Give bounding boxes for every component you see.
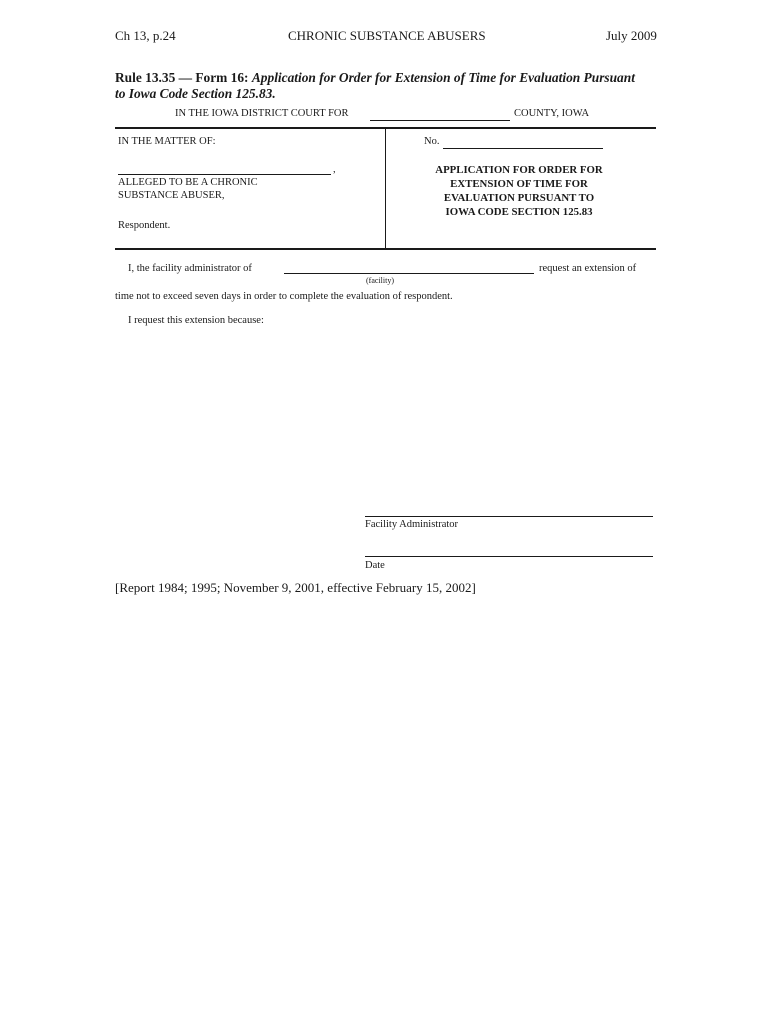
para1-start: I, the facility administrator of <box>128 263 252 274</box>
alleged-line1: ALLEGED TO BE A CHRONIC <box>118 177 258 188</box>
date-label: Date <box>365 560 385 571</box>
respondent-name-line <box>118 174 331 175</box>
matter-label: IN THE MATTER OF: <box>118 136 216 147</box>
admin-signature-label: Facility Administrator <box>365 519 459 530</box>
document-title-line: IOWA CODE SECTION 125.83 <box>445 206 593 218</box>
para1-end: request an extension of <box>539 263 637 274</box>
rule-label: Rule 13.35 — Form 16: <box>115 70 249 85</box>
para1-continued: time not to exceed seven days in order to complete the evaluation of respondent. <box>115 291 453 302</box>
document-title-line: EXTENSION OF TIME FOR <box>450 178 588 190</box>
reason-prompt: I request this extension because: <box>128 315 264 326</box>
court-suffix: COUNTY, IOWA <box>514 108 590 119</box>
admin-signature-line <box>365 516 653 517</box>
history-note: [Report 1984; 1995; November 9, 2001, effective February 15, 2002] <box>115 580 476 595</box>
document-title <box>420 163 618 219</box>
rule-title-line1: Application for Order for Extension of Time for Evaluation Pursuant <box>251 70 635 85</box>
rule-title-line2: to Iowa Code Section 125.83. <box>115 86 276 101</box>
alleged-line2: SUBSTANCE ABUSER, <box>118 190 225 201</box>
caption-bottom-rule <box>115 248 656 250</box>
header-date: July 2009 <box>606 28 657 43</box>
respondent-label: Respondent. <box>118 220 171 231</box>
date-line <box>365 556 653 557</box>
court-prefix: IN THE IOWA DISTRICT COURT FOR <box>175 108 349 119</box>
caption-divider <box>385 128 386 249</box>
document-title-line: APPLICATION FOR ORDER FOR <box>435 164 603 176</box>
header-chapter-page: Ch 13, p.24 <box>115 28 176 43</box>
county-blank-line <box>370 120 510 121</box>
case-no-label: No. <box>424 136 440 147</box>
header-section-title: CHRONIC SUBSTANCE ABUSERS <box>288 28 486 43</box>
facility-caption: (facility) <box>366 276 394 285</box>
document-title-line: EVALUATION PURSUANT TO <box>443 192 595 204</box>
case-no-line <box>443 148 603 149</box>
facility-blank-line <box>284 273 534 274</box>
name-comma: , <box>333 164 336 175</box>
rule-title <box>115 70 660 102</box>
